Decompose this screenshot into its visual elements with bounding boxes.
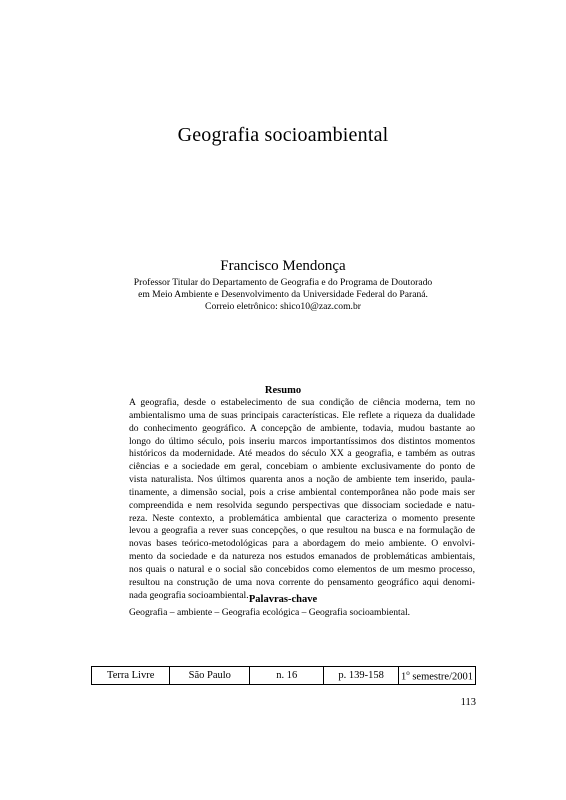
affiliation-line: em Meio Ambiente e Desenvolvimento da Universidade Federal do Paraná.: [138, 289, 428, 300]
abstract-body: [129, 397, 475, 603]
journal-cell: Terra Livre: [92, 667, 170, 685]
abstract-line: compreendida e nem resolvida segundo perspectivas que dissociam sociedade e natu-: [129, 499, 475, 511]
city-cell: São Paulo: [170, 667, 250, 685]
period-ordinal-suffix: o: [406, 668, 410, 677]
author-email: Correio eletrônico: shico10@zaz.com.br: [205, 301, 361, 312]
abstract-line: ambientalismo uma de suas principais características. Ele reflete a riqueza da dualidade: [129, 409, 475, 421]
abstract-line: ciências e a sociedade em geral, concebiam o ambiente exclusivamente do ponto de: [129, 461, 475, 473]
keywords-heading: Palavras-chave: [248, 594, 318, 605]
period-cell: [398, 667, 475, 685]
abstract-line: levou a geografia a rever suas concepções, o que resultou na busca e na formulação de: [129, 525, 475, 537]
period-ordinal: 1: [400, 671, 407, 683]
abstract-line: do conhecimento geográfico. A concepção de ambiente, todavia, mudou bastante ao: [129, 422, 475, 434]
pages-cell: p. 139-158: [324, 667, 399, 685]
abstract-line: A geografia, desde o estabelecimento de sua condição de ciência moderna, tem no: [129, 397, 475, 408]
page-number: 113: [460, 697, 476, 708]
abstract-heading: Resumo: [264, 385, 302, 396]
publication-info-row: [92, 667, 476, 685]
author-affiliation: [90, 277, 476, 313]
publication-info-table: [91, 666, 476, 685]
period-text: semestre/2001: [409, 671, 473, 683]
abstract-line: reza. Neste contexto, a problemática ambiental que caracteriza o momento presente: [129, 512, 475, 524]
abstract-line: históricos da modernidade. Até meados do século XX a geografia, e também as outras: [129, 448, 475, 460]
abstract-line: tinamente, a dimensão social, pois a crise ambiental contemporânea não pode mais ser: [129, 486, 475, 498]
keywords-text: Geografia – ambiente – Geografia ecológica – Geografia socioambiental.: [129, 607, 411, 618]
abstract-line: novas bases teórico-metodológicas para a abordagem do meio ambiente. O envolvi-: [129, 538, 475, 550]
abstract-line: resultou na construção de uma nova corrente do pensamento geográfico aqui denomi-: [129, 576, 475, 588]
abstract-line: nos quais o natural e o social são concebidos como elementos de um mesmo processo,: [129, 563, 475, 575]
article-title: Geografia socioambiental: [177, 124, 389, 146]
abstract-line: longo do último século, pois inseriu marcos importantíssimos dos distintos momentos: [129, 435, 475, 447]
affiliation-line: Professor Titular do Departamento de Geografia e do Programa de Doutorado: [133, 277, 433, 288]
abstract-line: nada geografia socioambiental.: [129, 589, 249, 601]
abstract-line: vista naturalista. Nos últimos quarenta anos a noção de ambiente tem inserido, paula-: [129, 474, 475, 486]
abstract-line: mento da sociedade e da natureza nos estudos emanados de problemáticas ambientais,: [129, 551, 475, 563]
author-name: Francisco Mendonça: [220, 258, 346, 274]
issue-number-cell: n. 16: [250, 667, 324, 685]
